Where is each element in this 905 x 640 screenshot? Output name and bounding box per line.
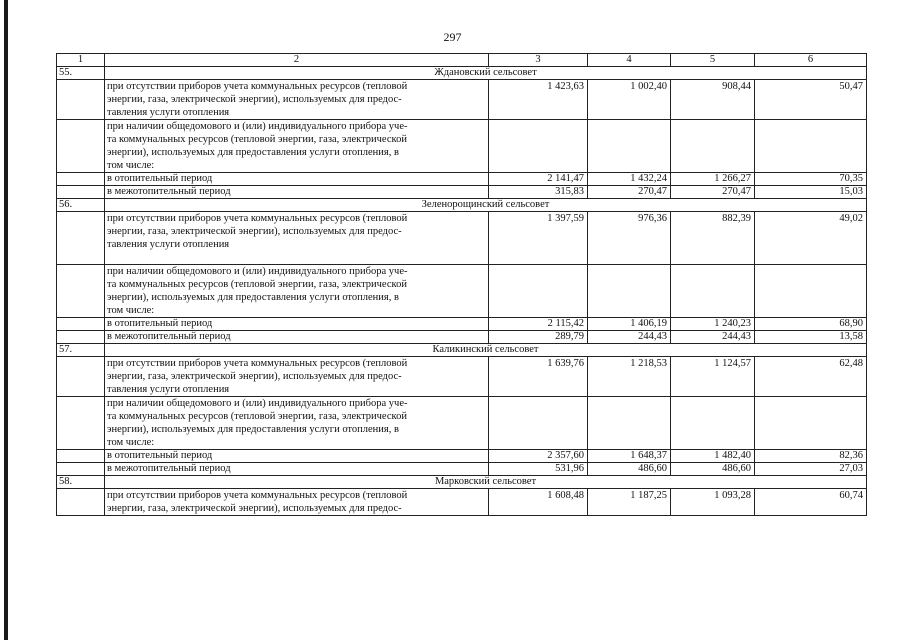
value-cell-col-4: 1 218,53 xyxy=(588,357,671,397)
value-cell-col-3: 531,96 xyxy=(489,463,588,476)
row-description-cell xyxy=(105,186,489,199)
row-number-cell xyxy=(57,80,105,120)
group-header-row xyxy=(57,476,867,489)
value-cell-col-3: 1 397,59 xyxy=(489,212,588,265)
description-line: в межотопительный период xyxy=(107,331,231,342)
value-cell-col-5: 1 482,40 xyxy=(671,450,755,463)
description-line: том числе: xyxy=(107,160,155,171)
table-row xyxy=(57,357,867,397)
description-line: энергии), используемых для предоставления услуги отопления, в xyxy=(107,424,399,435)
value-cell-col-5: 244,43 xyxy=(671,331,755,344)
value-cell-col-3: 289,79 xyxy=(489,331,588,344)
value-cell-col-4 xyxy=(588,397,671,450)
description-line: тавления услуги отопления xyxy=(107,384,230,395)
value-cell-col-5 xyxy=(671,120,755,173)
description-line: тавления услуги отопления xyxy=(107,107,230,118)
description-line: та коммунальных ресурсов (тепловой энергии, газа, электрической xyxy=(107,279,407,290)
value-cell-col-3: 2 115,42 xyxy=(489,318,588,331)
value-cell-col-6: 82,36 xyxy=(755,450,867,463)
table-row xyxy=(57,265,867,318)
table-row xyxy=(57,489,867,516)
row-description-cell xyxy=(105,173,489,186)
header-col-1: 1 xyxy=(57,54,105,67)
description-line: при отсутствии приборов учета коммунальных ресурсов (тепловой xyxy=(107,81,408,92)
value-cell-col-3: 1 639,76 xyxy=(489,357,588,397)
group-header-row xyxy=(57,199,867,212)
description-line: при отсутствии приборов учета коммунальных ресурсов (тепловой xyxy=(107,358,408,369)
table-row xyxy=(57,397,867,450)
value-cell-col-4: 486,60 xyxy=(588,463,671,476)
row-description-cell xyxy=(105,318,489,331)
value-cell-col-5: 486,60 xyxy=(671,463,755,476)
value-cell-col-3: 1 608,48 xyxy=(489,489,588,516)
row-description-cell xyxy=(105,265,489,318)
value-cell-col-3: 2 141,47 xyxy=(489,173,588,186)
value-cell-col-5: 1 124,57 xyxy=(671,357,755,397)
description-line: том числе: xyxy=(107,305,155,316)
table-row xyxy=(57,318,867,331)
description-line: при наличии общедомового и (или) индивидуального прибора уче- xyxy=(107,121,408,132)
description-line: при наличии общедомового и (или) индивидуального прибора уче- xyxy=(107,398,408,409)
value-cell-col-5: 1 240,23 xyxy=(671,318,755,331)
value-cell-col-5: 1 093,28 xyxy=(671,489,755,516)
description-line: в межотопительный период xyxy=(107,186,231,197)
description-line: энергии, газа, электрической энергии), используемых для предос- xyxy=(107,226,402,237)
value-cell-col-6 xyxy=(755,397,867,450)
page-number: 297 xyxy=(443,30,462,44)
row-number-cell xyxy=(57,463,105,476)
header-col-5: 5 xyxy=(671,54,755,67)
table-row xyxy=(57,186,867,199)
row-description-cell xyxy=(105,357,489,397)
row-description-cell xyxy=(105,212,489,265)
header-col-6: 6 xyxy=(755,54,867,67)
value-cell-col-5: 908,44 xyxy=(671,80,755,120)
value-cell-col-6 xyxy=(755,120,867,173)
description-line: энергии, газа, электрической энергии), используемых для предос- xyxy=(107,94,402,105)
value-cell-col-5 xyxy=(671,265,755,318)
header-col-3: 3 xyxy=(489,54,588,67)
value-cell-col-4: 270,47 xyxy=(588,186,671,199)
row-number-cell xyxy=(57,397,105,450)
description-line: та коммунальных ресурсов (тепловой энергии, газа, электрической xyxy=(107,411,407,422)
value-cell-col-5: 270,47 xyxy=(671,186,755,199)
description-line: при отсутствии приборов учета коммунальных ресурсов (тепловой xyxy=(107,490,408,501)
description-line: при наличии общедомового и (или) индивидуального прибора уче- xyxy=(107,266,408,277)
value-cell-col-3 xyxy=(489,397,588,450)
group-title: Зеленорощинский сельсовет xyxy=(105,199,867,212)
value-cell-col-3: 315,83 xyxy=(489,186,588,199)
description-line: в отопительный период xyxy=(107,173,213,184)
description-line: том числе: xyxy=(107,437,155,448)
value-cell-col-6 xyxy=(755,265,867,318)
table-row xyxy=(57,80,867,120)
group-number: 55. xyxy=(57,67,105,80)
description-line: энергии), используемых для предоставления услуги отопления, в xyxy=(107,292,399,303)
description-line: энергии, газа, электрической энергии), используемых для предос- xyxy=(107,371,402,382)
value-cell-col-3 xyxy=(489,120,588,173)
row-description-cell xyxy=(105,120,489,173)
value-cell-col-6: 50,47 xyxy=(755,80,867,120)
description-line: в отопительный период xyxy=(107,318,213,329)
row-description-cell xyxy=(105,397,489,450)
row-number-cell xyxy=(57,450,105,463)
value-cell-col-6: 62,48 xyxy=(755,357,867,397)
value-cell-col-4: 1 432,24 xyxy=(588,173,671,186)
table-row xyxy=(57,212,867,265)
description-line: та коммунальных ресурсов (тепловой энергии, газа, электрической xyxy=(107,134,407,145)
row-description-cell xyxy=(105,463,489,476)
value-cell-col-5: 1 266,27 xyxy=(671,173,755,186)
group-header-row xyxy=(57,67,867,80)
row-number-cell xyxy=(57,212,105,265)
row-number-cell xyxy=(57,489,105,516)
table-row xyxy=(57,450,867,463)
value-cell-col-4: 1 187,25 xyxy=(588,489,671,516)
header-col-2: 2 xyxy=(105,54,489,67)
tariff-table xyxy=(56,53,867,516)
value-cell-col-3: 1 423,63 xyxy=(489,80,588,120)
group-header-row xyxy=(57,344,867,357)
row-description-cell xyxy=(105,450,489,463)
value-cell-col-6: 70,35 xyxy=(755,173,867,186)
group-number: 58. xyxy=(57,476,105,489)
header-col-4: 4 xyxy=(588,54,671,67)
value-cell-col-6: 60,74 xyxy=(755,489,867,516)
description-line: энергии), используемых для предоставления услуги отопления, в xyxy=(107,147,399,158)
group-title: Марковский сельсовет xyxy=(105,476,867,489)
value-cell-col-4: 1 406,19 xyxy=(588,318,671,331)
value-cell-col-6: 15,03 xyxy=(755,186,867,199)
row-number-cell xyxy=(57,265,105,318)
description-line: тавления услуги отопления xyxy=(107,239,230,250)
value-cell-col-3 xyxy=(489,265,588,318)
value-cell-col-4 xyxy=(588,120,671,173)
value-cell-col-6: 68,90 xyxy=(755,318,867,331)
table-row xyxy=(57,463,867,476)
table-row xyxy=(57,120,867,173)
value-cell-col-6: 49,02 xyxy=(755,212,867,265)
value-cell-col-4: 976,36 xyxy=(588,212,671,265)
row-number-cell xyxy=(57,357,105,397)
value-cell-col-4: 1 648,37 xyxy=(588,450,671,463)
row-number-cell xyxy=(57,173,105,186)
scan-edge-bar xyxy=(4,0,8,640)
group-title: Ждановский сельсовет xyxy=(105,67,867,80)
group-title: Каликинский сельсовет xyxy=(105,344,867,357)
value-cell-col-6: 27,03 xyxy=(755,463,867,476)
value-cell-col-4: 244,43 xyxy=(588,331,671,344)
description-line: в отопительный период xyxy=(107,450,213,461)
row-number-cell xyxy=(57,120,105,173)
value-cell-col-4: 1 002,40 xyxy=(588,80,671,120)
description-line: энергии, газа, электрической энергии), используемых для предос- xyxy=(107,503,402,514)
row-description-cell xyxy=(105,331,489,344)
table-header-row xyxy=(57,54,867,67)
value-cell-col-5 xyxy=(671,397,755,450)
table-row xyxy=(57,173,867,186)
group-number: 56. xyxy=(57,199,105,212)
value-cell-col-3: 2 357,60 xyxy=(489,450,588,463)
value-cell-col-4 xyxy=(588,265,671,318)
group-number: 57. xyxy=(57,344,105,357)
row-number-cell xyxy=(57,186,105,199)
description-line: в межотопительный период xyxy=(107,463,231,474)
value-cell-col-6: 13,58 xyxy=(755,331,867,344)
row-number-cell xyxy=(57,331,105,344)
table-row xyxy=(57,331,867,344)
row-description-cell xyxy=(105,489,489,516)
row-number-cell xyxy=(57,318,105,331)
row-description-cell xyxy=(105,80,489,120)
description-line: при отсутствии приборов учета коммунальных ресурсов (тепловой xyxy=(107,213,408,224)
value-cell-col-5: 882,39 xyxy=(671,212,755,265)
